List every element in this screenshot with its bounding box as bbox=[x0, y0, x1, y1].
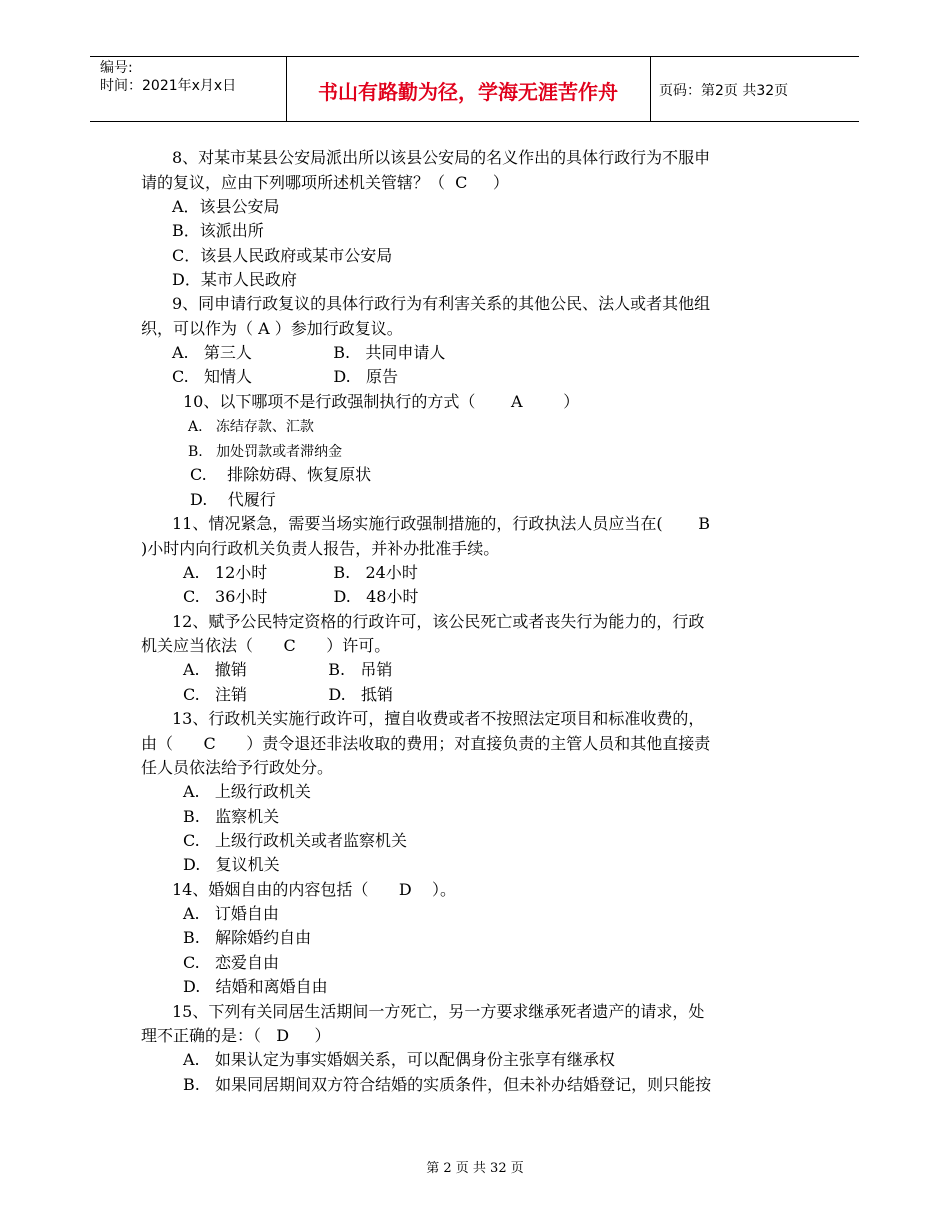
text-line: B．该派出所 bbox=[172, 221, 264, 240]
header-bottom-rule bbox=[90, 121, 859, 122]
header-motto: 书山有路勤为径，学海无涯苦作舟 bbox=[318, 80, 618, 104]
text-line: B. 加处罚款或者滞纳金 bbox=[188, 444, 343, 460]
text-line: 9、同申请行政复议的具体行政行为有利害关系的其他公民、法人或者其他组 bbox=[172, 294, 711, 313]
text-line: C．该县人民政府或某市公安局 bbox=[172, 246, 393, 265]
text-line: C. 知情人 D. 原告 bbox=[172, 367, 398, 386]
text-line: C. 恋爱自由 bbox=[183, 953, 280, 972]
text-line: 任人员依法给予行政处分。 bbox=[141, 758, 334, 777]
header-page-number: 页码：第2页 共32页 bbox=[659, 83, 789, 99]
text-line: D. 结婚和离婚自由 bbox=[183, 977, 328, 996]
text-line: 10、以下哪项不是行政强制执行的方式（ A ） bbox=[183, 392, 580, 411]
text-line: 11、情况紧急，需要当场实施行政强制措施的，行政执法人员应当在( B bbox=[172, 514, 710, 533]
serial-label: 编号: bbox=[100, 60, 133, 76]
text-line: D．某市人民政府 bbox=[172, 270, 297, 289]
page-footer: 第 2 页 共 32 页 bbox=[426, 1161, 524, 1176]
header-top-rule bbox=[90, 56, 859, 57]
text-line: 织，可以作为（ A ）参加行政复议。 bbox=[141, 319, 403, 338]
text-line: D. 复议机关 bbox=[183, 855, 280, 874]
header-meta bbox=[100, 59, 236, 95]
header-divider-left bbox=[286, 57, 287, 121]
text-line: 13、行政机关实施行政许可，擅自收费或者不按照法定项目和标准收费的， bbox=[172, 709, 705, 728]
text-line: 14、婚姻自由的内容包括（ D ）。 bbox=[172, 880, 457, 899]
text-line: A. 第三人 B. 共同申请人 bbox=[172, 343, 446, 362]
text-line: B. 监察机关 bbox=[183, 807, 280, 826]
text-line: B. 解除婚约自由 bbox=[183, 928, 312, 947]
text-line: 由（ C ）责令退还非法收取的费用；对直接负责的主管人员和其他直接责 bbox=[141, 734, 711, 753]
text-line: A．该县公安局 bbox=[172, 197, 280, 216]
text-line: C. 上级行政机关或者监察机关 bbox=[183, 831, 408, 850]
text-line: D. 代履行 bbox=[190, 490, 276, 509]
text-line: 机关应当依法（ C ）许可。 bbox=[141, 636, 391, 655]
time-label: 时间：2021年x月x日 bbox=[100, 78, 237, 94]
text-line: 理不正确的是：（ D ） bbox=[141, 1026, 331, 1045]
text-line: A. 撤销 B. 吊销 bbox=[183, 660, 393, 679]
text-line: A. 订婚自由 bbox=[183, 904, 279, 923]
text-line: C. 36小时 D. 48小时 bbox=[183, 587, 419, 606]
text-line: )小时内向行政机关负责人报告，并补办批准手续。 bbox=[141, 539, 500, 558]
text-line: 8、对某市某县公安局派出所以该县公安局的名义作出的具体行政行为不服申 bbox=[172, 148, 711, 167]
text-line: C. 排除妨碍、恢复原状 bbox=[190, 465, 372, 484]
text-line: A. 上级行政机关 bbox=[183, 782, 311, 801]
text-line: B. 如果同居期间双方符合结婚的实质条件，但未补办结婚登记，则只能按 bbox=[183, 1075, 712, 1094]
text-line: A. 如果认定为事实婚姻关系，可以配偶身份主张享有继承权 bbox=[183, 1050, 615, 1069]
text-line: 请的复议，应由下列哪项所述机关管辖？（ C ） bbox=[141, 173, 509, 192]
text-line: 15、下列有关同居生活期间一方死亡，另一方要求继承死者遗产的请求，处 bbox=[172, 1002, 705, 1021]
text-line: C. 注销 D. 抵销 bbox=[183, 685, 393, 704]
text-line: A. 12小时 B. 24小时 bbox=[183, 563, 418, 582]
text-line: 12、赋予公民特定资格的行政许可，该公民死亡或者丧失行为能力的，行政 bbox=[172, 612, 705, 631]
header-divider-right bbox=[650, 57, 651, 121]
text-line: A. 冻结存款、汇款 bbox=[188, 419, 314, 435]
